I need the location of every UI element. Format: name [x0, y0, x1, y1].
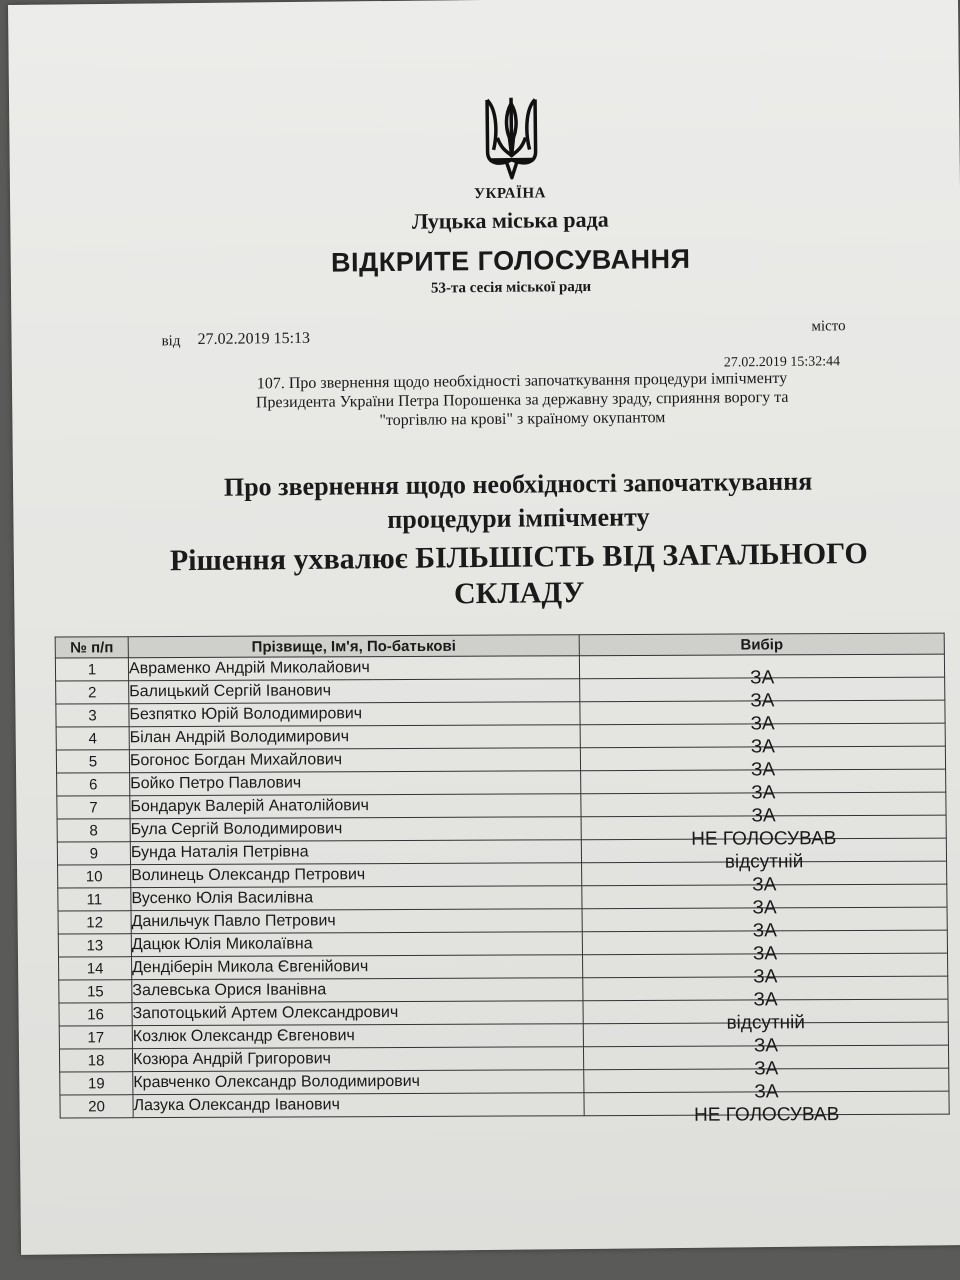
member-name: Бойко Петро Павлович: [130, 771, 581, 796]
row-number: 2: [56, 681, 129, 704]
member-name: Авраменко Андрій Миколайович: [128, 656, 579, 681]
member-name: Лазука Олександр Іванович: [133, 1093, 584, 1118]
votes-table: [55, 633, 950, 1126]
vote-choice: відсутній: [724, 851, 804, 873]
vote-choice: ЗА: [749, 667, 775, 689]
votes-table-body: [55, 654, 949, 1126]
vote-choice-cell: [580, 746, 945, 781]
row-number: 6: [57, 773, 130, 796]
member-name: Була Сергій Володимирович: [130, 817, 581, 842]
row-number: 8: [57, 819, 130, 842]
row-number: 3: [56, 704, 129, 727]
agenda-item: [182, 368, 863, 432]
row-number: 20: [60, 1095, 133, 1118]
vote-choice-cell: [580, 700, 945, 735]
vote-choice: ЗА: [750, 713, 775, 735]
table-row: [60, 1091, 949, 1118]
vote-choice: ЗА: [752, 943, 778, 965]
vote-choice-cell: [584, 1091, 949, 1126]
header-name: Прізвище, Ім'я, По-батькові: [128, 635, 579, 658]
member-name: Запотоцький Артем Олександрович: [132, 1001, 583, 1026]
vote-choice: ЗА: [751, 805, 776, 827]
vote-choice: НЕ ГОЛОСУВАВ: [693, 1104, 840, 1126]
city-label: місто: [811, 318, 846, 335]
vote-choice-cell: [580, 677, 945, 712]
vote-choice: ЗА: [753, 966, 778, 988]
vote-choice-cell: [584, 1068, 949, 1103]
row-number: 5: [56, 750, 129, 773]
member-name: Вусенко Юлія Василівна: [131, 886, 582, 911]
vote-choice: ЗА: [750, 736, 776, 758]
vote-choice-cell: [583, 1022, 948, 1057]
row-number: 11: [58, 888, 131, 911]
vote-choice: ЗА: [752, 874, 777, 896]
vote-choice: ЗА: [750, 690, 775, 712]
vote-choice-cell: [581, 838, 946, 873]
from-date: 27.02.2019 15:13: [197, 329, 311, 349]
row-number: 10: [58, 865, 131, 888]
vote-choice-cell: [582, 930, 947, 965]
vote-choice: ЗА: [751, 782, 776, 804]
vote-choice: ЗА: [752, 897, 777, 919]
vote-choice-cell: [581, 769, 946, 804]
row-number: 9: [57, 842, 130, 865]
vote-choice-cell: [582, 907, 947, 942]
trident-emblem-icon: [479, 93, 544, 184]
vote-timestamp: 27.02.2019 15:32:44: [723, 354, 841, 371]
row-number: 1: [55, 658, 128, 681]
document-sheet: [8, 0, 960, 1255]
agenda-line: 107. Про звернення щодо необхідності започаткування процедури імпічменту: [256, 369, 788, 393]
row-number: 17: [59, 1026, 132, 1049]
row-number: 16: [59, 1003, 132, 1026]
vote-choice: ЗА: [753, 989, 778, 1011]
member-name: Балицький Сергій Іванович: [129, 679, 580, 704]
vote-choice: ЗА: [750, 759, 776, 781]
decision-title-line: процедури імпічменту: [387, 502, 650, 535]
vote-choice: відсутній: [726, 1012, 806, 1034]
member-name: Білан Андрій Володимирович: [129, 725, 580, 750]
vote-choice-cell: [581, 792, 946, 827]
row-number: 15: [59, 980, 132, 1003]
member-name: Залевська Орися Іванівна: [132, 978, 583, 1003]
vote-type-title: ВІДКРИТЕ ГОЛОСУВАННЯ: [330, 243, 691, 278]
row-number: 18: [59, 1049, 132, 1072]
row-number: 4: [56, 727, 129, 750]
vote-choice-cell: [581, 815, 946, 850]
member-name: Козюра Андрій Григорович: [132, 1047, 583, 1072]
header-num: № п/п: [55, 637, 128, 658]
member-name: Дацюк Юлія Миколаївна: [131, 932, 582, 957]
member-name: Бондарук Валерій Анатолійович: [130, 794, 581, 819]
row-number: 12: [58, 911, 131, 934]
decision-title-line: Про звернення щодо необхідності започаткування: [223, 466, 813, 502]
member-name: Дендіберін Микола Євгенійович: [131, 955, 582, 980]
decision-title: [113, 463, 924, 539]
member-name: Козлюк Олександр Євгенович: [132, 1024, 583, 1049]
member-name: Данильчук Павло Петрович: [131, 909, 582, 934]
member-name: Волинець Олександр Петрович: [131, 863, 582, 888]
agenda-line: Президента України Петра Порошенка за державну зраду, сприяння ворогу та: [255, 388, 789, 412]
vote-choice-cell: [582, 884, 947, 919]
vote-choice-cell: [583, 976, 948, 1011]
vote-choice-cell: [583, 953, 948, 988]
vote-choice: ЗА: [752, 920, 777, 942]
vote-choice-cell: [582, 861, 947, 896]
decision-rule-line: Рішення ухвалює БІЛЬШІСТЬ ВІД ЗАГАЛЬНОГО: [169, 537, 868, 578]
row-number: 13: [58, 934, 131, 957]
vote-choice: ЗА: [754, 1058, 779, 1080]
vote-choice-cell: [580, 723, 945, 758]
vote-choice: НЕ ГОЛОСУВАВ: [691, 828, 837, 850]
row-number: 7: [57, 796, 130, 819]
row-number: 19: [60, 1072, 133, 1095]
member-name: Кравченко Олександр Володимирович: [133, 1070, 584, 1095]
session-label: 53-та сесія міської ради: [430, 278, 592, 297]
decision-rule-line: СКЛАДУ: [453, 575, 585, 611]
vote-choice-cell: [583, 999, 948, 1034]
decision-rule: [114, 535, 925, 615]
vote-choice-cell: [583, 1045, 948, 1080]
vote-choice-cell: [579, 654, 944, 689]
member-name: Богонос Богдан Михайлович: [129, 748, 580, 773]
vote-choice: ЗА: [753, 1035, 779, 1057]
agenda-line: "торгівлю на крові" з країному окупантом: [379, 409, 666, 430]
country-label: УКРАЇНА: [474, 185, 547, 203]
from-label: від: [161, 333, 181, 350]
member-name: Бунда Наталія Петрівна: [130, 840, 581, 865]
row-number: 14: [58, 957, 131, 980]
header-choice: Вибір: [579, 633, 944, 656]
vote-choice: ЗА: [754, 1081, 779, 1103]
council-name: Луцька міська рада: [411, 206, 609, 234]
member-name: Безпятко Юрій Володимирович: [129, 702, 580, 727]
